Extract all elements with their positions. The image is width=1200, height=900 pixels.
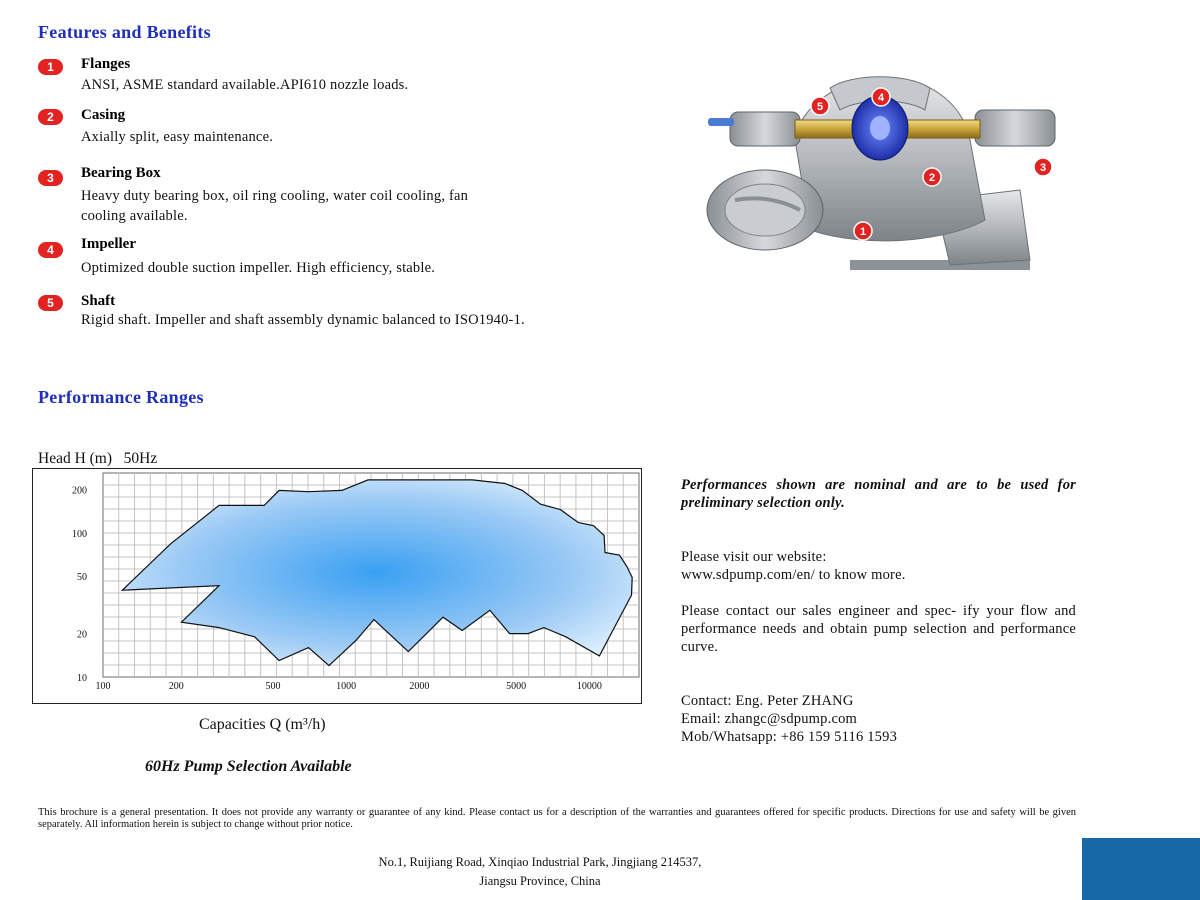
x-tick-label: 500 bbox=[265, 681, 281, 692]
x-tick-label: 1000 bbox=[336, 681, 357, 692]
nominal-performance-note: Performances shown are nominal and are to be used for preliminary selection only. bbox=[681, 477, 1076, 511]
x-tick-label: 200 bbox=[168, 681, 184, 692]
feature-description-line: cooling available. bbox=[81, 208, 188, 224]
split-case-pump-icon bbox=[700, 70, 1080, 280]
legal-disclaimer: This brochure is a general presentation. It does not provide any warranty or guarantee of any kind. Please contact us for a description of the warranties and guarantees offered for specific products. Directions for use and safety will be given separately. All information herein is subject to change without prior notice. bbox=[38, 807, 1076, 830]
contact-phone: Mob/Whatsapp: +86 159 5116 1593 bbox=[681, 729, 898, 745]
feature-description: Axially split, easy maintenance. bbox=[81, 129, 274, 145]
address-line-2: Jiangsu Province, China bbox=[479, 874, 601, 888]
chart-y-label: Head H (m) bbox=[38, 450, 113, 467]
feature-number-badge: 3 bbox=[38, 170, 63, 186]
feature-number-badge: 4 bbox=[38, 242, 63, 258]
feature-title: Casing bbox=[81, 107, 126, 123]
website-intro: Please visit our website: bbox=[681, 549, 827, 565]
address-line-1: No.1, Ruijiang Road, Xinqiao Industrial Park, Jingjiang 214537, bbox=[378, 855, 702, 869]
feature-title: Shaft bbox=[81, 293, 116, 309]
feature-description: ANSI, ASME standard available.API610 nozzle loads. bbox=[81, 77, 409, 93]
pump-callout: 1 bbox=[859, 226, 867, 238]
y-tick-label: 20 bbox=[77, 629, 87, 641]
contact-name: Contact: Eng. Peter ZHANG bbox=[681, 693, 854, 709]
performance-chart-svg bbox=[33, 469, 643, 705]
feature-description-line: Heavy duty bearing box, oil ring cooling, water coil cooling, fan bbox=[81, 188, 469, 204]
feature-title: Bearing Box bbox=[81, 165, 161, 181]
chart-x-axis-label: Capacities Q (m³/h) bbox=[199, 716, 326, 733]
feature-number-badge: 1 bbox=[38, 59, 63, 75]
sales-contact-paragraph: Please contact our sales engineer and spec- ify your flow and performance needs and obtain pump selection and performance curve. bbox=[681, 603, 1076, 655]
selection-60hz-note: 60Hz Pump Selection Available bbox=[145, 758, 352, 775]
chart-frequency-label: 50Hz bbox=[123, 450, 158, 467]
performance-range-chart bbox=[32, 468, 642, 704]
brand-color-block bbox=[1082, 838, 1200, 900]
x-tick-label: 100 bbox=[95, 681, 111, 692]
y-tick-label: 10 bbox=[77, 673, 87, 684]
feature-number-badge: 5 bbox=[38, 295, 63, 311]
contact-email[interactable]: Email: zhangc@sdpump.com bbox=[681, 711, 858, 727]
pump-callout: 5 bbox=[816, 101, 824, 113]
x-tick-label: 10000 bbox=[576, 681, 602, 692]
pump-callout: 2 bbox=[928, 172, 936, 184]
chart-y-axis-title bbox=[38, 450, 157, 468]
feature-number-badge: 2 bbox=[38, 109, 63, 125]
feature-description: Rigid shaft. Impeller and shaft assembly dynamic balanced to ISO1940-1. bbox=[81, 312, 525, 328]
pump-cutaway-illustration bbox=[700, 70, 1080, 280]
features-heading: Features and Benefits bbox=[38, 22, 211, 42]
y-tick-label: 50 bbox=[77, 572, 87, 584]
pump-callout: 3 bbox=[1039, 162, 1047, 174]
performance-heading: Performance Ranges bbox=[38, 387, 204, 407]
pump-callout: 4 bbox=[877, 92, 885, 104]
feature-title: Impeller bbox=[81, 236, 136, 252]
feature-description: Optimized double suction impeller. High efficiency, stable. bbox=[81, 260, 436, 276]
y-tick-label: 200 bbox=[72, 485, 87, 497]
feature-title: Flanges bbox=[81, 56, 131, 72]
y-tick-label: 100 bbox=[72, 528, 87, 540]
x-tick-label: 5000 bbox=[506, 681, 527, 692]
website-url[interactable]: www.sdpump.com/en/ to know more. bbox=[681, 567, 906, 583]
x-tick-label: 2000 bbox=[409, 681, 430, 692]
